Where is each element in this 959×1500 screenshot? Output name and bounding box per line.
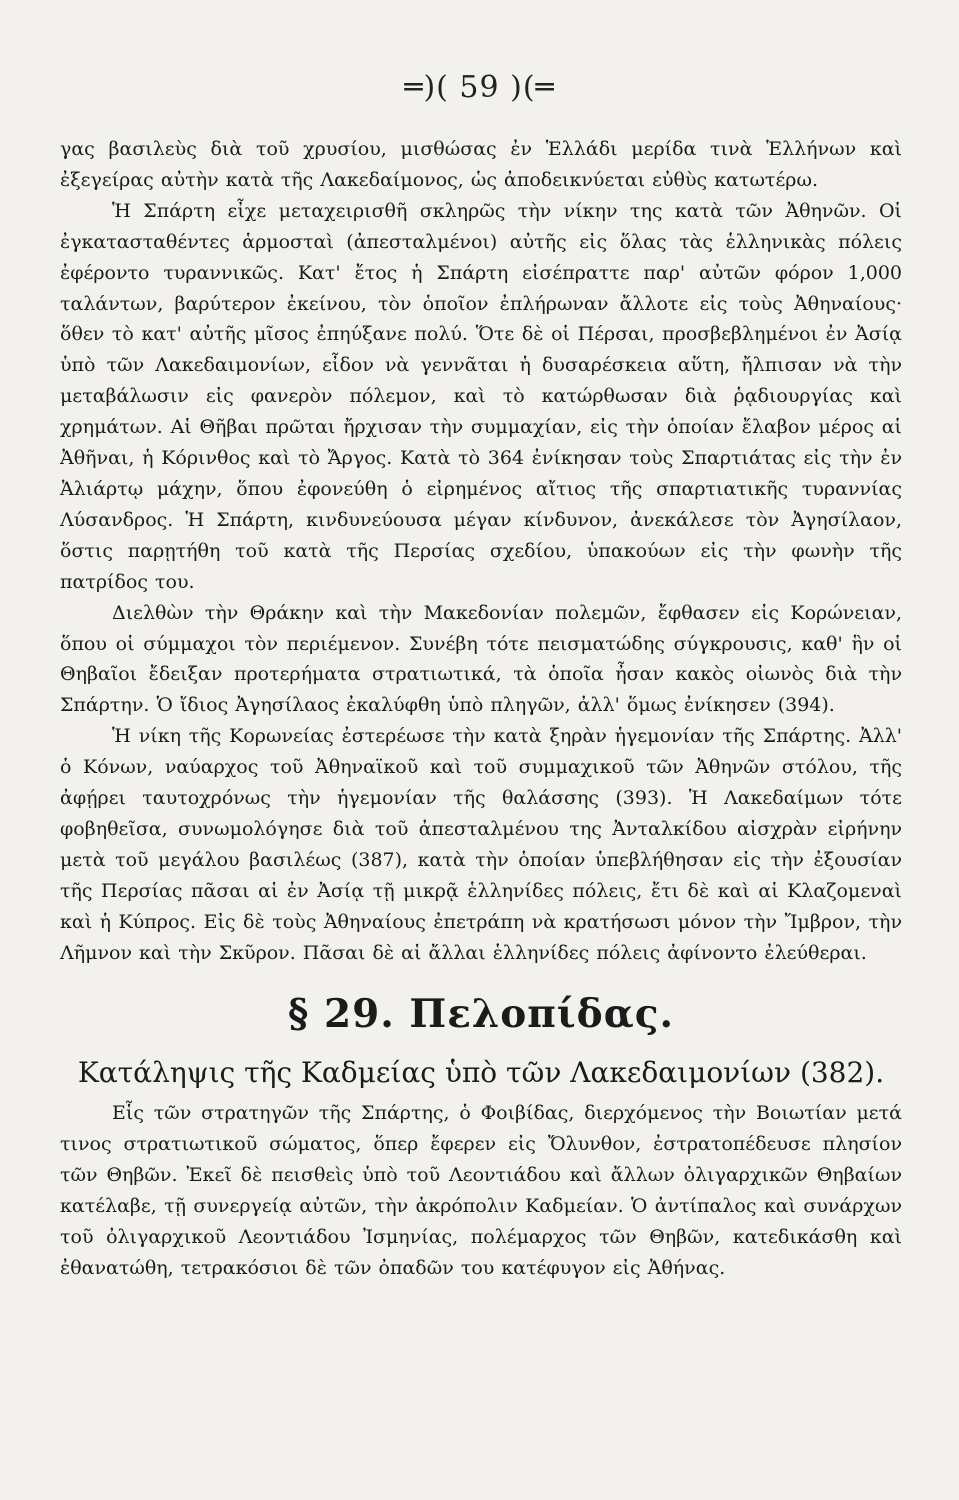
page-number-header: ═)( 59 )(═ [404,70,555,105]
section-subtitle: Κατάληψις τῆς Καδμείας ὑπὸ τῶν Λακεδαιμονίων (382). [77,1056,885,1090]
paragraph-peace-antalcidas: Ἡ νίκη τῆς Κορωνείας ἐστερέωσε τὴν κατὰ ξηρὰν ἡγεμονίαν τῆς Σπάρτης. Ἀλλ' ὁ Κόνων, ναύαρχος τοῦ Ἀθηναϊκοῦ καὶ τοῦ συμμαχικοῦ τῶν Ἀθηνῶν στόλου, τῆς ἀφῄρει ταυτοχρόνως τὴν ἡγεμονίαν τῆς θαλάσσης (393). Ἡ Λακεδαίμων τότε φοβηθεῖσα, συνωμολόγησε διὰ τοῦ ἀπεσταλμένου της Ἀνταλκίδου αἰσχρὰν εἰρήνην μετὰ τοῦ μεγάλου βασιλέως (387), κατὰ τὴν ὁποίαν ὑπεβλήθησαν εἰς τὴν ἐξουσίαν τῆς Περσίας πᾶσαι αἱ ἐν Ἀσίᾳ τῇ μικρᾷ ἑλληνίδες πόλεις, ἔτι δὲ καὶ αἱ Κλαζομεναὶ καὶ ἡ Κύπρος. Εἰς δὲ τοὺς Ἀθηναίους ἐπετράπη νὰ κρατήσωσι μόνον τὴν Ἴμβρον, τὴν Λῆμνον καὶ τὴν Σκῦρον. Πᾶσαι δὲ αἱ ἄλλαι ἑλληνίδες πόλεις ἀφίνοντο ἐλεύθεραι. [60,725,902,964]
paragraph-phoebidas: Εἷς τῶν στρατηγῶν τῆς Σπάρτης, ὁ Φοιβίδας, διερχόμενος τὴν Βοιωτίαν μετά τινος στρατιωτικοῦ σώματος, ὅπερ ἔφερεν εἰς Ὄλυνθον, ἐστρατοπέδευσε πλησίον τῶν Θηβῶν. Ἐκεῖ δὲ πεισθεὶς ὑπὸ τοῦ Λεοντιάδου καὶ ἄλλων ὀλιγαρχικῶν Θηβαίων κατέλαβε, τῇ συνεργείᾳ αὐτῶν, τὴν ἀκρόπολιν Καδμείαν. Ὁ ἀντίπαλος καὶ συνάρχων τοῦ ὀλιγαρχικοῦ Λεοντιάδου Ἰσμηνίας, πολέμαρχος τῶν Θηβῶν, κατεδικάσθη καὶ ἐθανατώθη, τετρακόσιοι δὲ τῶν ὀπαδῶν του κατέφυγον εἰς Ἀθήνας. [60,1102,902,1280]
main-text-block [60,134,902,1284]
section-title: § 29. Πελοπίδας. [287,991,675,1038]
section-text [60,1098,902,1284]
paragraph-continuation: γας βασιλεὺς διὰ τοῦ χρυσίου, μισθώσας ἐν Ἑλλάδι μερίδα τινὰ Ἑλλήνων καὶ ἐξεγείρας αὐτὴν κατὰ τῆς Λακεδαίμονος, ὡς ἀποδεικνύεται εὐθὺς κατωτέρω. [60,138,902,191]
paragraph-sparta-tyranny: Ἡ Σπάρτη εἶχε μεταχειρισθῆ σκληρῶς τὴν νίκην της κατὰ τῶν Ἀθηνῶν. Οἱ ἐγκατασταθέντες ἁρμοσταὶ (ἀπεσταλμένοι) αὐτῆς εἰς ὅλας τὰς ἑλληνικὰς πόλεις ἐφέροντο τυραννικῶς. Κατ' ἔτος ἡ Σπάρτη εἰσέπραττε παρ' αὐτῶν φόρον 1,000 ταλάντων, βαρύτερον ἐκείνου, τὸν ὁποῖον ἐπλήρωναν ἄλλοτε εἰς τοὺς Ἀθηναίους· ὅθεν τὸ κατ' αὐτῆς μῖσος ἐπηύξανε πολύ. Ὅτε δὲ οἱ Πέρσαι, προσβεβλημένοι ἐν Ἀσίᾳ ὑπὸ τῶν Λακεδαιμονίων, εἶδον νὰ γεννᾶται ἡ δυσαρέσκεια αὕτη, ἤλπισαν νὰ τὴν μεταβάλωσιν εἰς φανερὸν πόλεμον, καὶ τὸ κατώρθωσαν διὰ ῥᾳδιουργίας καὶ χρημάτων. Αἱ Θῆβαι πρῶται ἤρχισαν τὴν συμμαχίαν, εἰς τὴν ὁποίαν ἔλαβον μέρος αἱ Ἀθῆναι, ἡ Κόρινθος καὶ τὸ Ἄργος. Κατὰ τὸ 364 ἐνίκησαν τοὺς Σπαρτιάτας εἰς τὴν ἐν Ἁλιάρτῳ μάχην, ὅπου ἐφονεύθη ὁ εἰρημένος αἴτιος τῆς σπαρτιατικῆς τυραννίας Λύσανδρος. Ἡ Σπάρτη, κινδυνεύουσα μέγαν κίνδυνον, ἀνεκάλεσε τὸν Ἀγησίλαον, ὅστις παρῃτήθη τοῦ κατὰ τῆς Περσίας σχεδίου, ὑπακούων εἰς τὴν φωνὴν τῆς πατρίδος του. [60,199,902,593]
paragraph-coronea: Διελθὼν τὴν Θράκην καὶ τὴν Μακεδονίαν πολεμῶν, ἔφθασεν εἰς Κορώνειαν, ὅπου οἱ σύμμαχοι τὸν περιέμενον. Συνέβη τότε πεισματώδης σύγκρουσις, καθ' ἣν οἱ Θηβαῖοι ἔδειξαν προτερήματα στρατιωτικά, τὰ ὁποῖα ἦσαν κακὸς οἰωνὸς διὰ τὴν Σπάρτην. Ὁ ἴδιος Ἀγησίλαος ἐκαλύφθη ὑπὸ πληγῶν, ἀλλ' ὅμως ἐνίκησεν (394). [60,601,902,717]
